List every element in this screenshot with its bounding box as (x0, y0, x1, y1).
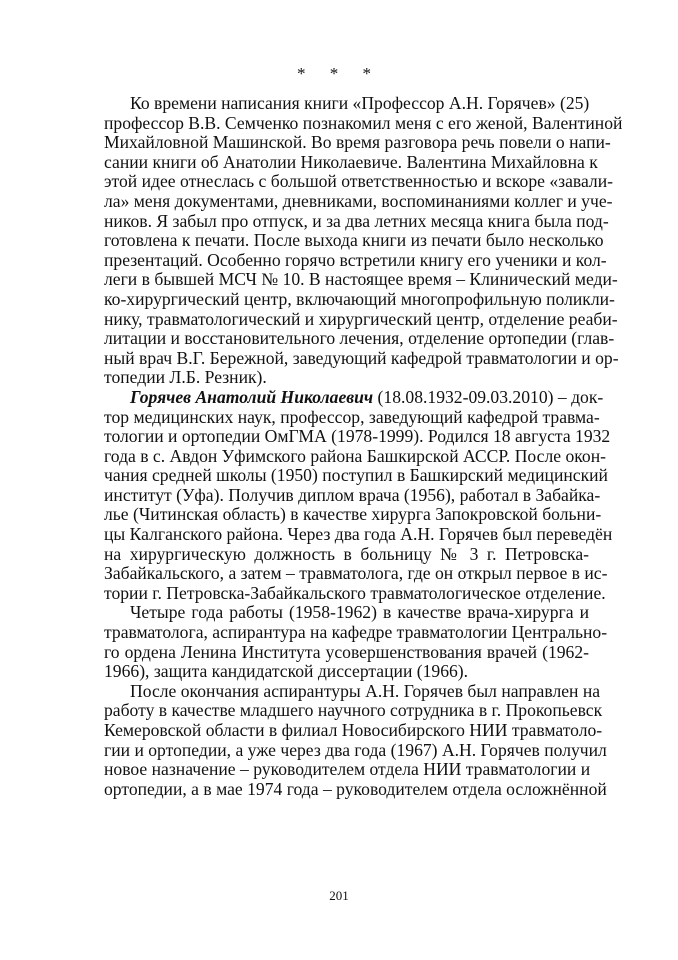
page-number: 201 (329, 888, 349, 903)
text-line (104, 426, 611, 447)
text-line (104, 406, 600, 428)
line-text: цы Калганского района. Через два года А.Н. Горячев был переведён (104, 524, 613, 545)
text-line (104, 230, 604, 251)
line-text: готовлена к печати. После выхода книги из печати было несколько (104, 230, 604, 251)
text-line (104, 563, 608, 584)
line-text: чания средней школы (1950) поступил в Башкирский медицинский (104, 465, 608, 486)
line-text: тор медицинских наук, профессор, заведующий кафедрой травма- (104, 406, 600, 427)
line-text: травматолога, аспирантура на кафедре травматологии Центрально- (104, 622, 608, 643)
line-text: этой идее отнеслась с большой ответственностью и вскоре «завали- (104, 171, 613, 192)
text-line (104, 445, 606, 467)
text-line (104, 386, 604, 408)
text-line (104, 778, 607, 800)
person-name: Горячев Анатолий Николаевич (130, 386, 374, 407)
text-line (104, 288, 615, 310)
line-text: литации и восстановительного лечения, отделение ортопедии (глав- (104, 328, 615, 349)
text-line (104, 662, 589, 682)
line-text: 1966), защита кандидатской диссертации (1966). (104, 661, 469, 682)
line-text: (18.08.1932-09.03.2010) – док- (373, 386, 604, 407)
line-text: После окончания аспирантуры А.Н. Горячев был направлен на (130, 680, 601, 701)
text-line (104, 582, 606, 604)
text-line (104, 94, 589, 114)
text-line (104, 465, 608, 486)
line-text: презентаций. Особенно горячо встретили книгу его ученики и кол- (104, 249, 607, 270)
line-text: Четыре года работы (1958-1962) в качестве врача-хирурга и (130, 602, 589, 623)
text-line (104, 603, 589, 623)
line-text: тории г. Петровска-Забайкальского травматологическое отделение. (104, 582, 606, 603)
text-line (104, 700, 603, 721)
line-text: институт (Уфа). Получив диплом врача (1956), работал в Забайка- (104, 484, 601, 505)
text-line (104, 368, 589, 388)
line-text: гии и ортопедии, а уже через два года (1967) А.Н. Горячев получил (104, 739, 607, 760)
line-text: ный врач В.Г. Бережной, заведующий кафедрой травматологии и ор- (104, 347, 619, 368)
line-text: лье (Читинская область) в качестве хирурга Запокровской больни- (104, 504, 602, 525)
line-text: ников. Я забыл про отпуск, и за два летних месяца книга была под- (104, 210, 609, 231)
text-line (104, 328, 615, 349)
text-line (104, 484, 601, 506)
line-text: Кемеровской области в филиал Новосибирского НИИ травматоло- (104, 720, 603, 740)
line-text: Забайкальского, а затем – травматолога, где он открыл первое в ис- (104, 563, 608, 584)
text-line (104, 643, 589, 663)
text-line (104, 504, 602, 525)
text-line (104, 347, 619, 369)
line-text: ла» меня документами, дневниками, воспоминаниями коллег и уче- (104, 190, 613, 211)
line-text: сании книги об Анатолии Николаевиче. Валентина Михайловна к (104, 151, 598, 172)
line-text: на хирургическую должность в больницу № 3 г. Петровска- (104, 543, 589, 564)
text-line (104, 132, 611, 153)
line-text: работу в качестве младшего научного сотрудника в г. Прокопьевск (104, 700, 603, 721)
line-text: го ордена Ленина Института усовершенствования врачей (1962- (104, 641, 589, 662)
line-text: тологии и ортопедии ОмГМА (1978-1999). Родился 18 августа 1932 (104, 426, 611, 447)
line-text: профессор В.В. Семченко познакомил меня с его женой, Валентиной (104, 112, 623, 133)
text-line (104, 210, 609, 232)
line-text: нику, травматологический и хирургический центр, отделение реаби- (104, 308, 618, 329)
line-text: Ко времени написания книги «Профессор А.Н. Горячев» (25) (130, 93, 590, 113)
text-line (104, 171, 613, 192)
text-line (104, 524, 613, 545)
text-line (104, 308, 618, 330)
text-line (104, 739, 607, 761)
text-line (104, 269, 618, 290)
line-text: Михайловной Машинской. Во время разговора речь повели о напи- (104, 132, 611, 153)
text-line (104, 112, 623, 134)
line-text: топедии Л.Б. Резник). (104, 367, 267, 388)
text-line (104, 680, 601, 702)
text-line (104, 760, 589, 780)
line-text: ко-хирургический центр, включающий многопрофильную поликли- (104, 288, 615, 309)
body-text (104, 93, 623, 799)
text-line (104, 545, 589, 565)
text-line (104, 249, 607, 271)
text-line (104, 190, 613, 212)
text-line (104, 151, 598, 173)
line-text: ортопедии, а в мае 1974 года – руководителем отдела осложнённой (104, 778, 607, 799)
line-text: новое назначение – руководителем отдела НИИ травматологии и (104, 759, 591, 780)
text-line (104, 720, 603, 741)
line-text: года в с. Авдон Уфимского района Башкирской АССР. После окон- (104, 445, 606, 466)
section-separator: * * * (297, 64, 381, 83)
line-text: леги в бывшей МСЧ № 10. В настоящее время – Клинический меди- (104, 269, 618, 290)
text-line (104, 622, 608, 643)
